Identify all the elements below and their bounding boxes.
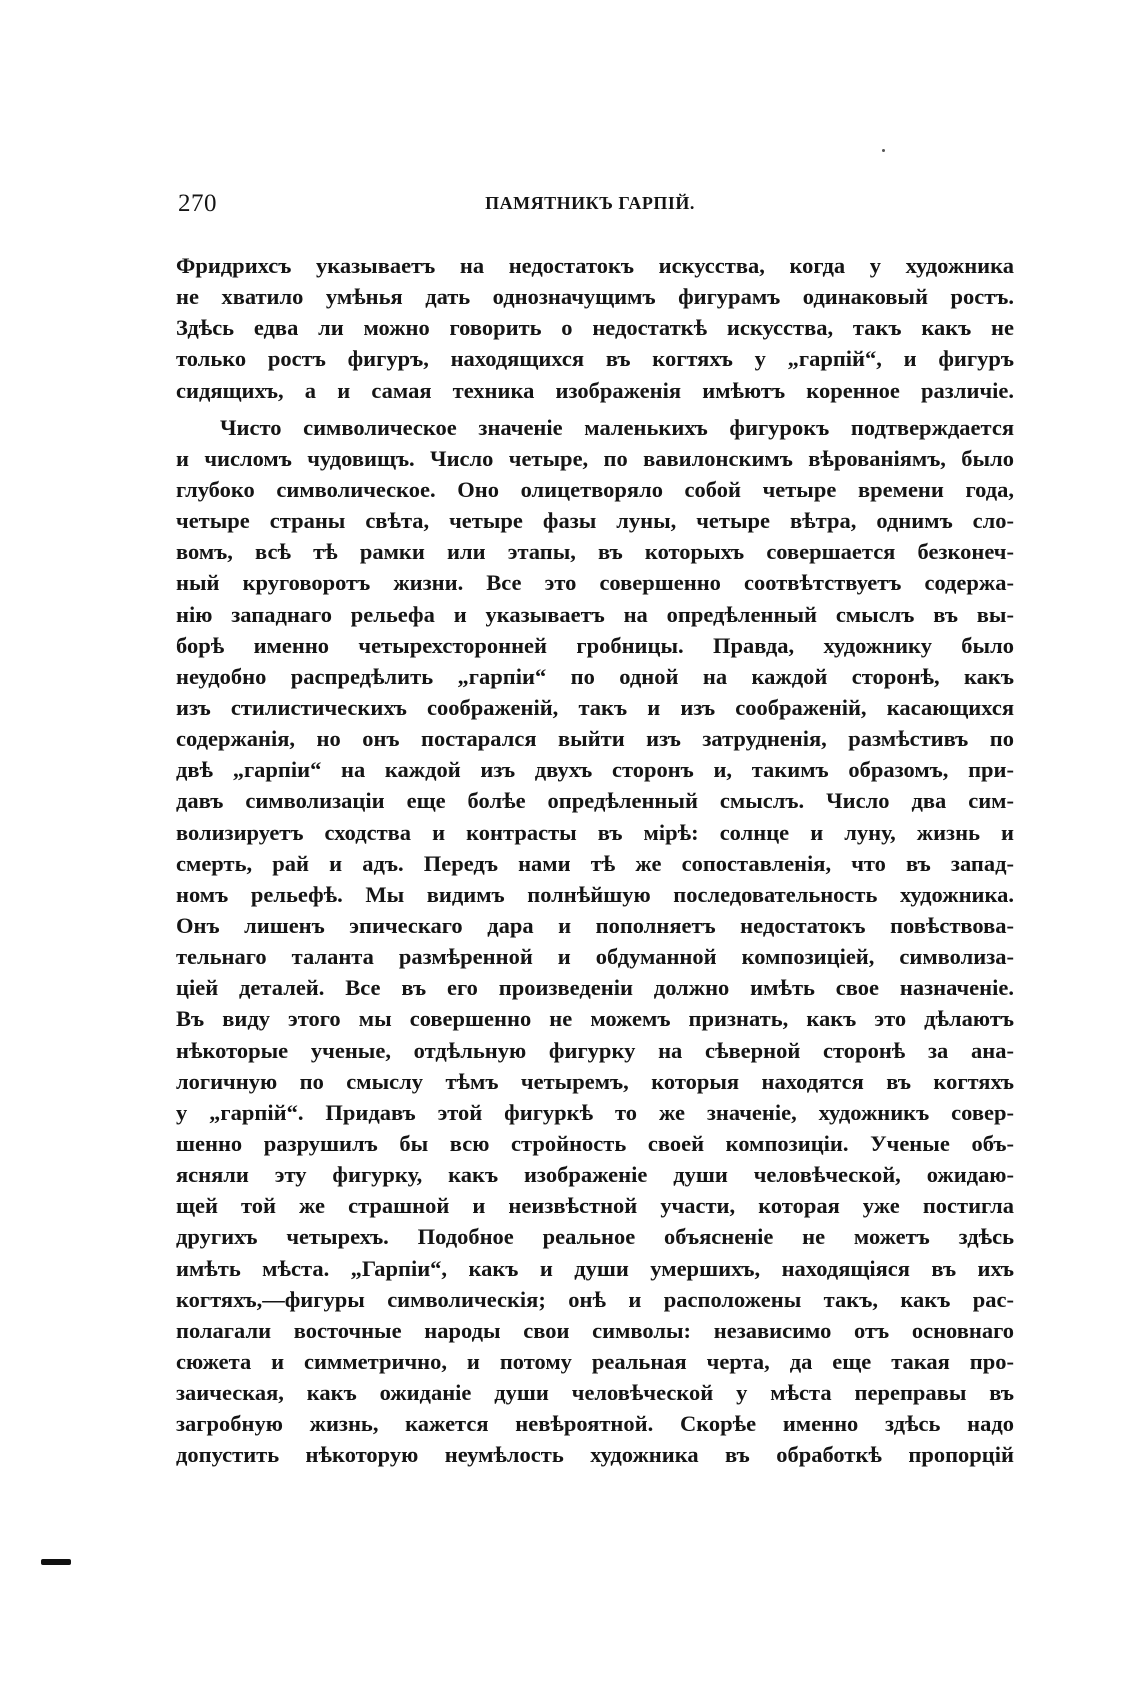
text-line: Въ виду этого мы совершенно не можемъ признать, какъ это дѣлаютъ (176, 1006, 1014, 1032)
text-line: Здѣсь едва ли можно говорить о недостаткѣ искусства, такъ какъ не (176, 315, 1014, 341)
text-line: изъ стилистическихъ соображенiй, такъ и изъ соображенiй, касающихся (176, 694, 1014, 720)
text-line: у „гарпiй“. Придавъ этой фигуркѣ то же значенiе, художникъ совер- (176, 1099, 1014, 1125)
text-line: только ростъ фигуръ, находящихся въ когтяхъ у „гарпiй“, и фигуръ (176, 346, 1014, 372)
text-line: не хватило умѣнья дать однозначущимъ фигурамъ одинаковый ростъ. (176, 284, 1014, 310)
text-line: двѣ „гарпiи“ на каждой изъ двухъ сторонъ и, такимъ образомъ, при- (176, 757, 1014, 783)
text-line: глубоко символическое. Оно олицетворяло собой четыре времени года, (176, 476, 1014, 502)
text-line: загробную жизнь, кажется невѣроятной. Скорѣе именно здѣсь надо (176, 1411, 1014, 1437)
text-line: шенно разрушилъ бы всю стройность своей композицiи. Ученые объ- (176, 1130, 1014, 1156)
text-line: и числомъ чудовищъ. Число четыре, по вавилонскимъ вѣрованiямъ, было (176, 445, 1014, 471)
text-line: когтяхъ,—фигуры символическiя; онѣ и расположены такъ, какъ рас- (176, 1286, 1014, 1312)
text-line: волизируетъ сходства и контрасты въ мiрѣ: солнце и луну, жизнь и (176, 819, 1014, 845)
text-line: Онъ лишенъ эпическаго дара и пополняетъ недостатокъ повѣствова- (176, 912, 1014, 938)
text-line: ный круговоротъ жизни. Все это совершенно соотвѣтствуетъ содержа- (176, 570, 1014, 596)
text-line: Чисто символическое значенiе маленькихъ фигурокъ подтверждается (220, 414, 1014, 440)
text-line: другихъ четырехъ. Подобное реальное объясненiе не можетъ здѣсь (176, 1224, 1014, 1250)
scan-edge-mark (41, 1559, 71, 1565)
paragraph-2 (176, 412, 1014, 1471)
text-line: имѣть мѣста. „Гарпiи“, какъ и души умершихъ, находящiяся въ ихъ (176, 1255, 1014, 1281)
text-line: щей той же страшной и неизвѣстной участи, которая уже постигла (176, 1193, 1014, 1219)
text-line: смерть, рай и адъ. Передъ нами тѣ же сопоставленiя, что въ запад- (176, 850, 1014, 876)
text-line: содержанiя, но онъ постарался выйти изъ затрудненiя, размѣстивъ по (176, 726, 1014, 752)
text-line: номъ рельефѣ. Мы видимъ полнѣйшую последовательность художника. (176, 881, 1014, 907)
text-line: неудобно распредѣлить „гарпiи“ по одной на каждой сторонѣ, какъ (176, 663, 1014, 689)
text-line: ясняли эту фигурку, какъ изображенiе души человѣческой, ожидаю- (176, 1162, 1014, 1188)
text-line: логичную по смыслу тѣмъ четыремъ, которыя находятся въ когтяхъ (176, 1068, 1014, 1094)
paragraph-1 (176, 250, 1014, 406)
text-line: нѣкоторые ученые, отдѣльную фигурку на сѣверной сторонѣ за ана- (176, 1037, 1014, 1063)
page-number: 270 (178, 190, 217, 217)
text-line: борѣ именно четырехсторонней гробницы. Правда, художнику было (176, 632, 1014, 658)
text-line: цiей деталей. Все въ его произведенiи должно имѣть свое назначенiе. (176, 975, 1014, 1001)
text-line: допустить нѣкоторую неумѣлость художника въ обработкѣ пропорцiй (176, 1442, 1014, 1468)
running-title: ПАМЯТНИКЪ ГАРПIЙ. (485, 193, 695, 213)
text-line: нiю западнаго рельефа и указываетъ на опредѣленный смыслъ въ вы- (176, 601, 1014, 627)
text-line: давъ символизацiи еще болѣе опредѣленный смыслъ. Число два сим- (176, 788, 1014, 814)
text-line: Фридрихсъ указываетъ на недостатокъ искусства, когда у художника (176, 253, 1014, 278)
text-line: полагали восточные народы свои символы: независимо отъ основнаго (176, 1317, 1014, 1343)
body-text (176, 250, 1014, 1470)
text-line: вомъ, всѣ тѣ рамки или этапы, въ которыхъ совершается безконеч- (176, 539, 1014, 565)
text-line: тельнаго таланта размѣренной и обдуманной композицiей, символиза- (176, 944, 1014, 970)
text-line: четыре страны свѣта, четыре фазы луны, четыре вѣтра, однимъ сло- (176, 508, 1014, 534)
scan-speck (882, 149, 885, 152)
text-line: заическая, какъ ожиданiе души человѣческой у мѣста переправы въ (176, 1380, 1014, 1406)
text-line: сидящихъ, а и самая техника изображенiя имѣютъ коренное различiе. (176, 377, 1014, 403)
text-line: сюжета и симметрично, и потому реальная черта, да еще такая про- (176, 1348, 1014, 1374)
